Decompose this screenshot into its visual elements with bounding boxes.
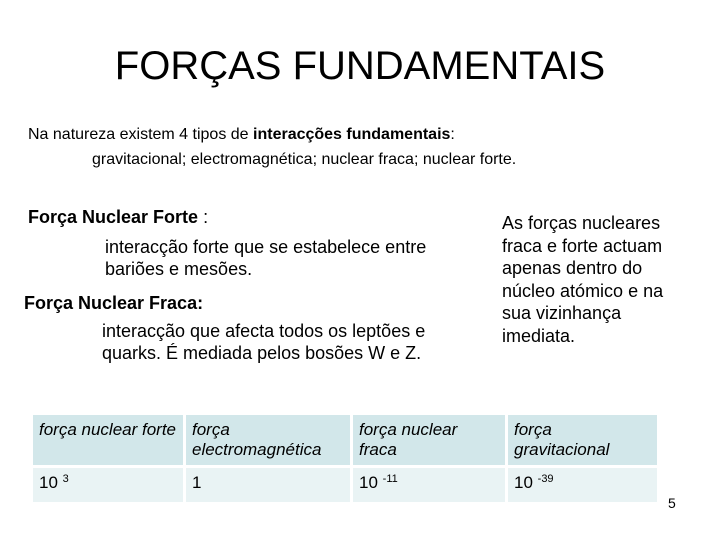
value-base: 10 [39,473,58,492]
strong-force-colon: : [198,207,209,227]
value-base: 10 [514,473,533,492]
forces-list-line: gravitacional; electromagnética; nuclear fraca; nuclear forte. [92,151,517,168]
weak-force-heading: Força Nuclear Fraca: [24,293,204,313]
weak-force-description: interacção que afecta todos os leptões e quarks. É mediada pelos bosões W e Z. [102,321,426,363]
value-strong [33,468,183,502]
value-exponent: -11 [382,473,398,485]
intro-bold-term: interacções fundamentais [253,126,451,143]
intro-line [28,125,455,145]
value-exponent: -39 [537,473,554,485]
value-gravitational [508,468,657,502]
intro-prefix: Na natureza existem 4 tipos de [28,126,254,143]
header-electromagnetic: força electromagnética [186,415,350,465]
table-value-row [33,468,657,502]
strong-force-title: Força Nuclear Forte [28,207,199,227]
strong-force-heading [28,206,208,228]
value-base: 10 [359,473,378,492]
value-electromagnetic [186,468,350,502]
header-strong: força nuclear forte [33,415,183,465]
intro-suffix: : [450,126,455,143]
header-weak: força nuclear fraca [353,415,505,465]
value-weak [353,468,505,502]
strong-force-description: interacção forte que se estabelece entre bariões e mesões. [105,237,427,279]
slide-title: FORÇAS FUNDAMENTAIS [114,44,606,88]
forces-strength-table [30,412,660,505]
table-header-row [33,415,657,465]
value-base: 1 [192,473,202,492]
side-note: As forças nucleares fraca e forte actuam apenas dentro do núcleo atómico e na sua vizinhança imediata. [502,213,664,346]
header-gravitational: força gravitacional [508,415,657,465]
page-number: 5 [668,495,676,511]
value-exponent: 3 [62,473,69,485]
